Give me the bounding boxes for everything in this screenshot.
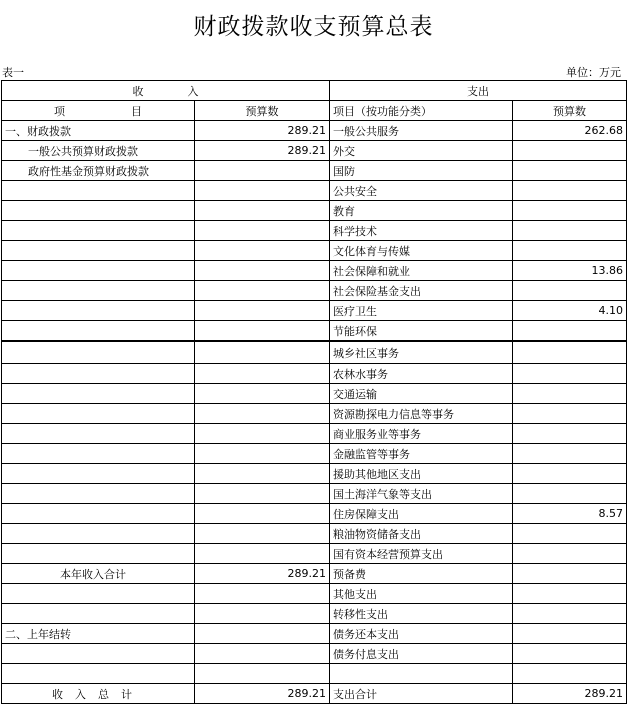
table-row: [2, 141, 627, 161]
income-item: 政府性基金预算财政拨款: [2, 161, 195, 181]
table-row: [2, 444, 627, 464]
income-value: 289.21: [195, 141, 330, 161]
expense-total-label: 支出合计: [330, 684, 513, 704]
income-value: [195, 281, 330, 301]
expense-item: 节能环保: [330, 321, 513, 342]
expense-item: 科学技术: [330, 221, 513, 241]
income-value: [195, 301, 330, 321]
table-row: [2, 341, 627, 364]
table-row: [2, 504, 627, 524]
expense-value: [513, 341, 627, 364]
income-value: [195, 464, 330, 484]
income-item: 本年收入合计: [2, 564, 195, 584]
income-value: [195, 161, 330, 181]
expense-item: 外交: [330, 141, 513, 161]
income-value: [195, 241, 330, 261]
expense-item: 城乡社区事务: [330, 341, 513, 364]
income-item: [2, 484, 195, 504]
table-row: [2, 624, 627, 644]
expense-header: 支出: [330, 81, 627, 101]
income-value: [195, 484, 330, 504]
income-value: [195, 404, 330, 424]
table-row: [2, 301, 627, 321]
income-item: [2, 464, 195, 484]
expense-value: [513, 424, 627, 444]
expense-item: 公共安全: [330, 181, 513, 201]
expense-value: [513, 564, 627, 584]
expense-value: [513, 544, 627, 564]
income-item: [2, 321, 195, 342]
income-item: 二、上年结转: [2, 624, 195, 644]
income-total-label: 收入总计: [2, 684, 195, 704]
expense-value: [513, 364, 627, 384]
income-item: 一般公共预算财政拨款: [2, 141, 195, 161]
expense-item: 资源勘探电力信息等事务: [330, 404, 513, 424]
table-row: [2, 121, 627, 141]
income-item: [2, 604, 195, 624]
expense-item: 交通运输: [330, 384, 513, 404]
item-header: 项 目: [2, 101, 195, 121]
income-value: [195, 341, 330, 364]
expense-item: 国防: [330, 161, 513, 181]
table-row: [2, 524, 627, 544]
expense-value: [513, 221, 627, 241]
expense-item: 金融监管等事务: [330, 444, 513, 464]
table-row: [2, 584, 627, 604]
expense-value: 262.68: [513, 121, 627, 141]
table-row: [2, 424, 627, 444]
table-row: [2, 404, 627, 424]
table-row: [2, 241, 627, 261]
table-row: [2, 181, 627, 201]
income-value: [195, 624, 330, 644]
expense-value: [513, 464, 627, 484]
expense-item: 转移性支出: [330, 604, 513, 624]
expense-item: 文化体育与传媒: [330, 241, 513, 261]
income-value: [195, 444, 330, 464]
expense-item: 医疗卫生: [330, 301, 513, 321]
expense-value: [513, 281, 627, 301]
expense-value: [513, 201, 627, 221]
income-value: [195, 584, 330, 604]
expense-value: [513, 584, 627, 604]
income-value: [195, 321, 330, 342]
table-row: [2, 484, 627, 504]
income-value: 289.21: [195, 564, 330, 584]
income-value: [195, 201, 330, 221]
income-value: [195, 424, 330, 444]
table-row: [2, 221, 627, 241]
income-item: [2, 281, 195, 301]
expense-value: [513, 484, 627, 504]
expense-value: [513, 624, 627, 644]
expense-item: 援助其他地区支出: [330, 464, 513, 484]
expense-value: [513, 161, 627, 181]
page-title: 财政拨款收支预算总表: [193, 14, 434, 40]
expense-value: [513, 524, 627, 544]
income-item: [2, 301, 195, 321]
income-value: 289.21: [195, 121, 330, 141]
income-item: [2, 444, 195, 464]
expense-value: [513, 141, 627, 161]
income-item: [2, 384, 195, 404]
expense-value: 13.86: [513, 261, 627, 281]
income-item: [2, 201, 195, 221]
income-item: [2, 544, 195, 564]
income-value: [195, 504, 330, 524]
table-row: [2, 464, 627, 484]
income-value: [195, 221, 330, 241]
expense-value: [513, 604, 627, 624]
income-item: [2, 424, 195, 444]
expense-item: 国土海洋气象等支出: [330, 484, 513, 504]
expense-item: 债务还本支出: [330, 624, 513, 644]
budget-table: [1, 80, 627, 704]
table-row: [2, 564, 627, 584]
expense-item: [330, 664, 513, 684]
table-row: [2, 664, 627, 684]
income-value: [195, 544, 330, 564]
table-row: [2, 201, 627, 221]
expense-value: [513, 241, 627, 261]
budget-left-header: 预算数: [195, 101, 330, 121]
expense-value: 8.57: [513, 504, 627, 524]
income-item: [2, 341, 195, 364]
unit-label: 单位：万元: [566, 66, 621, 79]
income-item: [2, 181, 195, 201]
expense-value: [513, 181, 627, 201]
income-item: [2, 261, 195, 281]
table-row: [2, 281, 627, 301]
table-label: 表一: [2, 66, 24, 79]
table-row: [2, 261, 627, 281]
income-item: [2, 221, 195, 241]
income-header: 收 入: [2, 81, 330, 101]
expense-item: 国有资本经营预算支出: [330, 544, 513, 564]
income-item: [2, 504, 195, 524]
expense-value: [513, 664, 627, 684]
expense-value: [513, 384, 627, 404]
income-value: [195, 604, 330, 624]
income-item: [2, 584, 195, 604]
income-total-value: 289.21: [195, 684, 330, 704]
income-value: [195, 664, 330, 684]
table-row: [2, 161, 627, 181]
expense-total-value: 289.21: [513, 684, 627, 704]
expense-item: 商业服务业等事务: [330, 424, 513, 444]
income-value: [195, 364, 330, 384]
table-row: [2, 321, 627, 342]
income-item: [2, 364, 195, 384]
table-row: [2, 684, 627, 704]
expense-value: [513, 404, 627, 424]
income-value: [195, 644, 330, 664]
income-item: [2, 524, 195, 544]
table-row: [2, 384, 627, 404]
expense-item: 农林水事务: [330, 364, 513, 384]
income-item: [2, 241, 195, 261]
income-value: [195, 261, 330, 281]
expense-item: 粮油物资储备支出: [330, 524, 513, 544]
expense-value: 4.10: [513, 301, 627, 321]
expense-value: [513, 644, 627, 664]
income-item: [2, 404, 195, 424]
income-item: 一、财政拨款: [2, 121, 195, 141]
income-value: [195, 384, 330, 404]
expense-item: 债务付息支出: [330, 644, 513, 664]
expense-item: 住房保障支出: [330, 504, 513, 524]
expense-item: 其他支出: [330, 584, 513, 604]
expense-item: 社会保障和就业: [330, 261, 513, 281]
expense-value: [513, 321, 627, 342]
table-row: [2, 544, 627, 564]
table-row: [2, 644, 627, 664]
budget-right-header: 预算数: [513, 101, 627, 121]
expense-item: 预备费: [330, 564, 513, 584]
expense-item: 一般公共服务: [330, 121, 513, 141]
income-value: [195, 181, 330, 201]
expense-item: 社会保险基金支出: [330, 281, 513, 301]
expense-item: 教育: [330, 201, 513, 221]
table-row: [2, 364, 627, 384]
expense-value: [513, 444, 627, 464]
income-item: [2, 664, 195, 684]
table-row: [2, 604, 627, 624]
item-func-header: 项目（按功能分类）: [330, 101, 513, 121]
income-value: [195, 524, 330, 544]
income-item: [2, 644, 195, 664]
